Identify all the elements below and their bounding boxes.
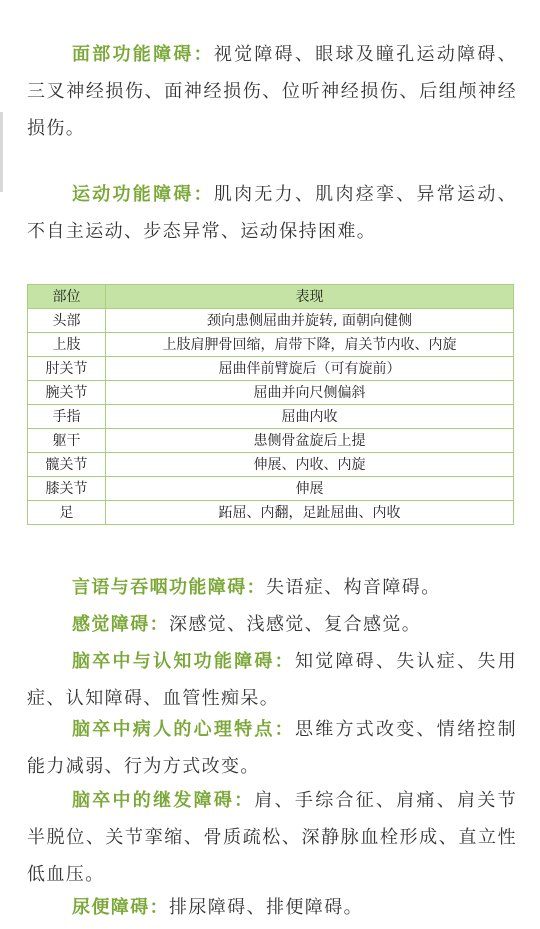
table-cell-desc: 屈曲伴前臂旋后（可有旋前） bbox=[106, 357, 514, 381]
facial-dysfunction-text: 视觉障碍、眼球及瞳孔运动障碍、三叉神经损伤、面神经损伤、位听神经损伤、后组颅神经损伤。 bbox=[27, 44, 517, 139]
table-cell-part: 肘关节 bbox=[28, 357, 106, 381]
speech-swallow-paragraph bbox=[27, 569, 517, 606]
table-row bbox=[28, 357, 514, 381]
table-cell-part: 躯干 bbox=[28, 429, 106, 453]
table-row bbox=[28, 405, 514, 429]
table-cell-part: 上肢 bbox=[28, 333, 106, 357]
table-cell-part: 手指 bbox=[28, 405, 106, 429]
cognitive-label: 脑卒中与认知功能障碍： bbox=[72, 651, 295, 672]
posture-table bbox=[27, 284, 514, 525]
table-cell-desc: 屈曲并向尺侧偏斜 bbox=[106, 381, 514, 405]
excretion-text: 排尿障碍、排便障碍。 bbox=[169, 897, 363, 918]
table-row bbox=[28, 477, 514, 501]
sensory-paragraph bbox=[27, 606, 517, 643]
table-cell-part: 头部 bbox=[28, 309, 106, 333]
motor-dysfunction-paragraph bbox=[27, 176, 517, 250]
table-cell-desc: 患侧骨盆旋后上提 bbox=[106, 429, 514, 453]
psychology-label: 脑卒中病人的心理特点： bbox=[72, 719, 295, 740]
sensory-label: 感觉障碍： bbox=[72, 614, 169, 635]
secondary-disorders-label: 脑卒中的继发障碍： bbox=[72, 790, 255, 811]
table-row bbox=[28, 309, 514, 333]
facial-dysfunction-label: 面部功能障碍： bbox=[72, 44, 214, 65]
secondary-disorders-text: 肩、手综合征、肩痛、肩关节半脱位、关节挛缩、骨质疏松、深静脉血栓形成、直立性低血压。 bbox=[27, 790, 517, 885]
table-cell-desc: 屈曲内收 bbox=[106, 405, 514, 429]
table-cell-desc: 跖屈、内翻，足趾屈曲、内收 bbox=[106, 501, 514, 525]
table-cell-desc: 上肢肩胛骨回缩，肩带下降，肩关节内收、内旋 bbox=[106, 333, 514, 357]
table-cell-desc: 伸展 bbox=[106, 477, 514, 501]
excretion-label: 尿便障碍： bbox=[72, 897, 169, 918]
table-cell-part: 髋关节 bbox=[28, 453, 106, 477]
column-header-part: 部位 bbox=[28, 285, 106, 309]
table-cell-part: 足 bbox=[28, 501, 106, 525]
psychology-paragraph bbox=[27, 711, 517, 785]
facial-dysfunction-paragraph bbox=[27, 36, 517, 147]
table-cell-desc: 颈向患侧屈曲并旋转, 面朝向健侧 bbox=[106, 309, 514, 333]
psychology-text: 思维方式改变、情绪控制能力减弱、行为方式改变。 bbox=[27, 719, 517, 777]
secondary-disorders-paragraph bbox=[27, 782, 517, 893]
column-header-manifestation: 表现 bbox=[106, 285, 514, 309]
table-row bbox=[28, 501, 514, 525]
page-edge-mark bbox=[0, 112, 3, 192]
motor-dysfunction-label: 运动功能障碍： bbox=[72, 184, 214, 205]
table-row bbox=[28, 453, 514, 477]
motor-dysfunction-text: 肌肉无力、肌肉痉挛、异常运动、不自主运动、步态异常、运动保持困难。 bbox=[27, 184, 517, 242]
speech-swallow-label: 言语与吞咽功能障碍： bbox=[72, 577, 266, 598]
table-cell-desc: 伸展、内收、内旋 bbox=[106, 453, 514, 477]
table-row bbox=[28, 429, 514, 453]
table-row bbox=[28, 333, 514, 357]
cognitive-text: 知觉障碍、失认症、失用症、认知障碍、血管性痴呆。 bbox=[27, 651, 517, 709]
table-header-row bbox=[28, 285, 514, 309]
table-row bbox=[28, 381, 514, 405]
table-cell-part: 腕关节 bbox=[28, 381, 106, 405]
sensory-text: 深感觉、浅感觉、复合感觉。 bbox=[169, 614, 422, 635]
speech-swallow-text: 失语症、构音障碍。 bbox=[266, 577, 441, 598]
cognitive-paragraph bbox=[27, 643, 517, 717]
excretion-paragraph bbox=[27, 889, 517, 926]
table-cell-part: 膝关节 bbox=[28, 477, 106, 501]
